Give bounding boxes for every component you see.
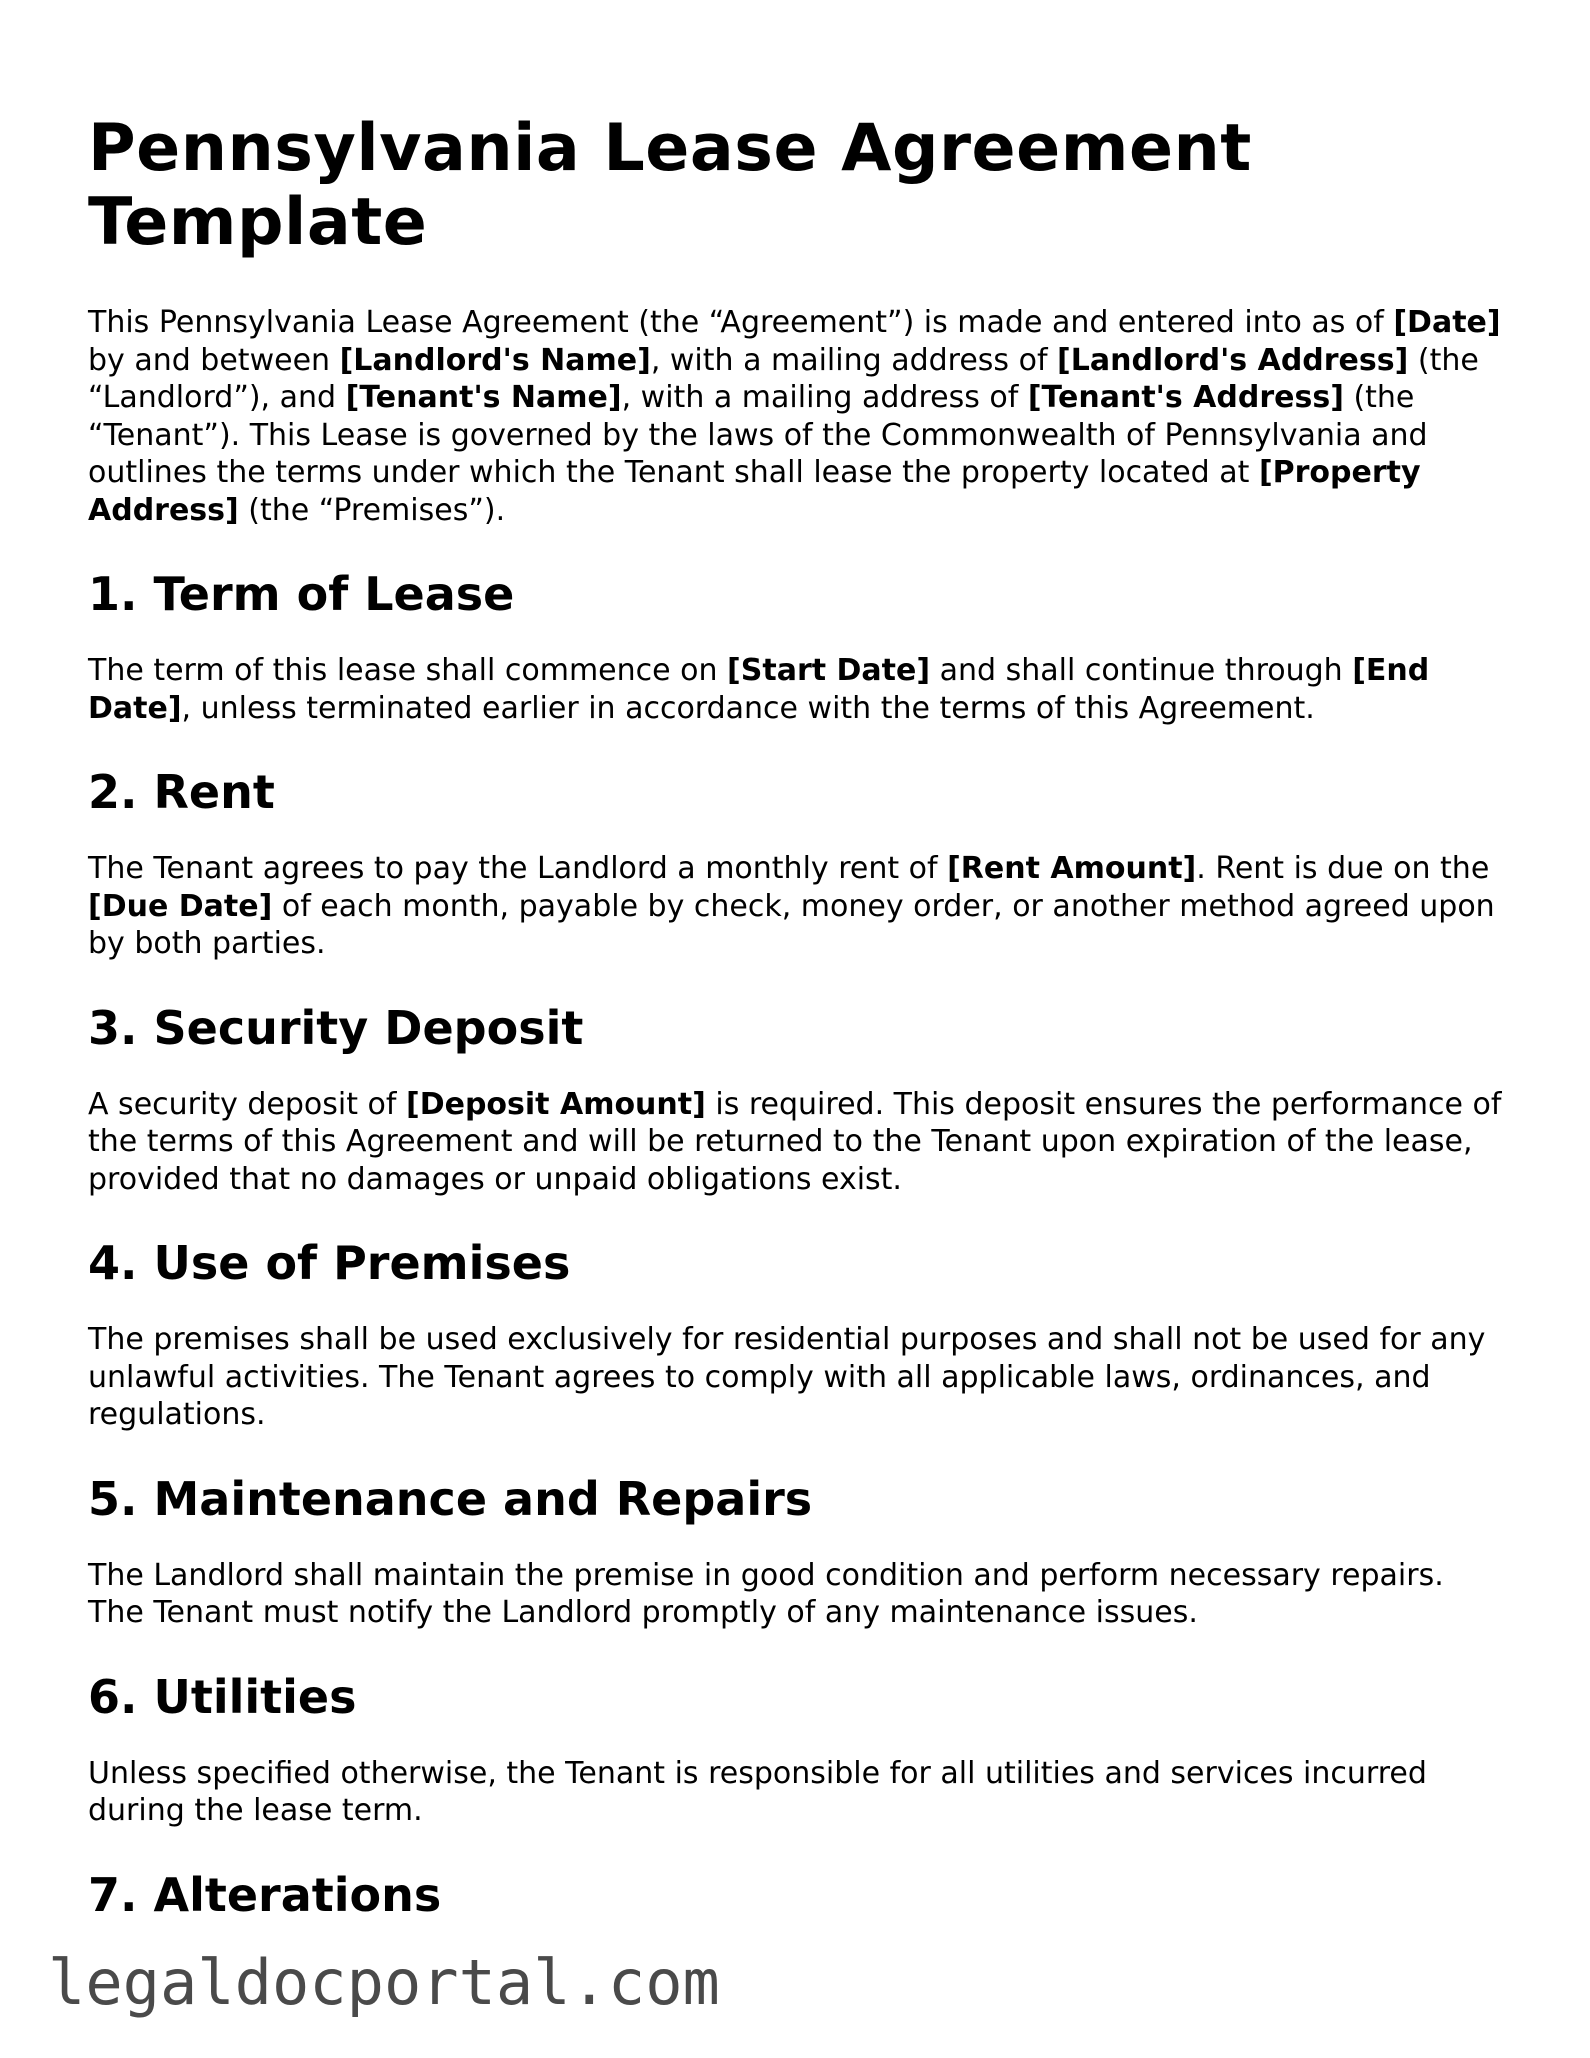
date-placeholder: [Date] <box>1393 305 1501 340</box>
intro-text: (the “Tenant”). This Lease is governed by the laws of the Commonwealth of Pennsylvania and outlines the terms under which the Tenant shall lease the property located at <box>88 380 1428 490</box>
rent-amount-placeholder: [Rent Amount] <box>947 851 1197 886</box>
rent-text: . Rent is due on the <box>1196 851 1490 886</box>
tenant-address-placeholder: [Tenant's Address] <box>1027 380 1344 415</box>
section-heading-maintenance: 5. Maintenance and Repairs <box>88 1471 813 1526</box>
document-title: Pennsylvania Lease Agreement Template <box>88 111 1252 260</box>
deposit-text: is required. This deposit ensures the performance of the terms of this Agreement and will be returned to the Tenant upon expiration of the lease, provided that no damages or unpaid obligations exist. <box>88 1086 1502 1197</box>
intro-text: (the “Premises”). <box>238 492 506 528</box>
lease-document <box>88 112 1508 1953</box>
tenant-name-placeholder: [Tenant's Name] <box>345 380 622 415</box>
intro-text: , with a mailing address of <box>650 342 1058 378</box>
section-heading-alterations: 7. Alterations <box>88 1867 442 1922</box>
section-heading-deposit: 3. Security Deposit <box>88 1000 584 1055</box>
watermark: legaldocportal.com <box>48 1946 720 2019</box>
term-text: The term of this lease shall commence on <box>88 653 728 688</box>
landlord-name-placeholder: [Landlord's Name] <box>339 342 651 378</box>
rent-text: of each month, payable by check, money order, or another method agreed upon by both parties. <box>88 888 1495 961</box>
intro-text: This Pennsylvania Lease Agreement (the “Agreement”) is made and entered into as of <box>88 305 1394 340</box>
rent-text: The Tenant agrees to pay the Landlord a monthly rent of <box>88 851 948 886</box>
term-text: and shall continue through <box>930 653 1353 688</box>
intro-paragraph <box>88 304 1508 529</box>
section-body-rent <box>88 850 1508 963</box>
end-date-placeholder: [End Date] <box>88 653 1430 726</box>
section-body-use: The premises shall be used exclusively for residential purposes and shall not be used for any unlawful activities. The Tenant agrees to comply with all applicable laws, ordinances, and regulations. <box>88 1322 1486 1432</box>
due-date-placeholder: [Due Date] <box>88 888 273 924</box>
section-body-maintenance: The Landlord shall maintain the premise in good condition and perform necessary repairs. The Tenant must notify the Landlord promptly of any maintenance issues. <box>88 1557 1444 1630</box>
intro-text: by and between <box>88 342 340 378</box>
section-body-deposit <box>88 1086 1508 1199</box>
property-address-placeholder: [Property Address] <box>88 455 1421 528</box>
section-body-utilities: Unless specified otherwise, the Tenant is responsible for all utilities and services incurred during the lease term. <box>88 1755 1427 1828</box>
landlord-address-placeholder: [Landlord's Address] <box>1057 342 1409 378</box>
deposit-text: A security deposit of <box>88 1086 406 1122</box>
intro-text: , with a mailing address of <box>621 380 1028 415</box>
term-text: , unless terminated earlier in accordance with the terms of this Agreement. <box>181 690 1315 726</box>
section-heading-utilities: 6. Utilities <box>88 1669 357 1724</box>
section-heading-rent: 2. Rent <box>88 765 275 819</box>
start-date-placeholder: [Start Date] <box>727 653 931 688</box>
section-heading-term: 1. Term of Lease <box>88 567 515 621</box>
intro-text: (the “Landlord”), and <box>88 342 1479 415</box>
section-body-term <box>88 652 1508 727</box>
section-heading-use: 4. Use of Premises <box>88 1236 571 1290</box>
deposit-amount-placeholder: [Deposit Amount] <box>406 1086 706 1122</box>
